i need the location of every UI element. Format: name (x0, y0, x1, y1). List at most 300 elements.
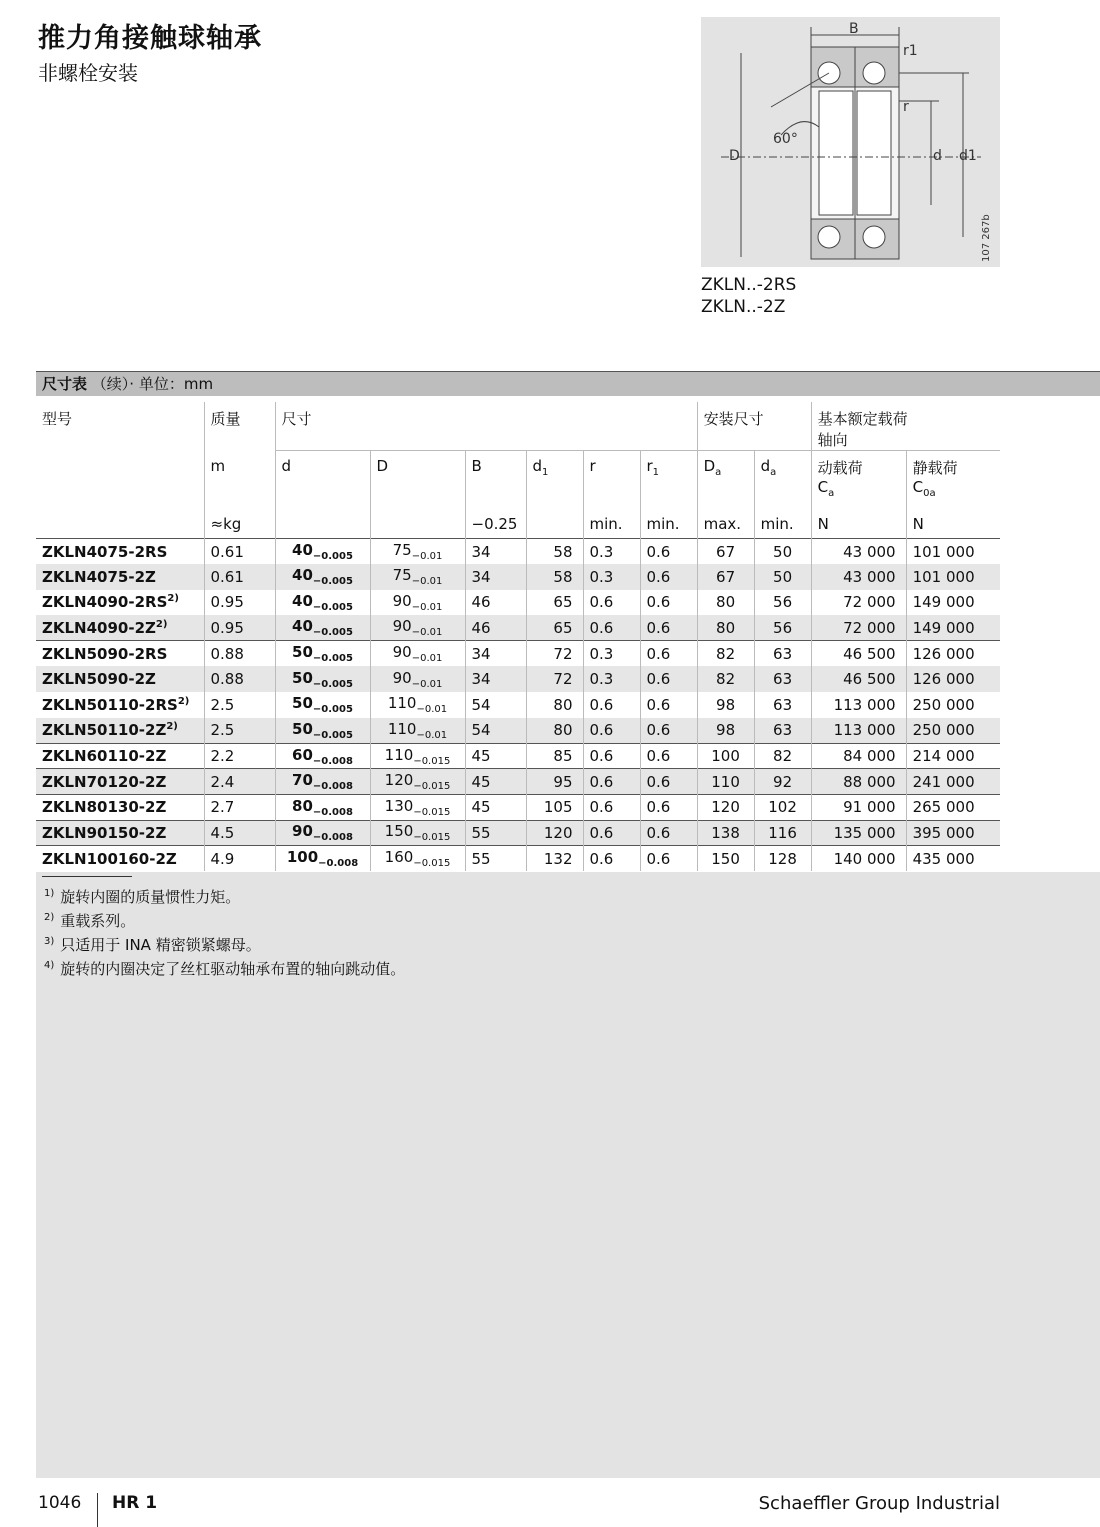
header-stat-label: 静载荷 (912, 459, 958, 477)
designation-footnote-mark: 2) (166, 721, 178, 733)
cell-Da: 98 (697, 692, 754, 718)
header-r1-sym: r (646, 457, 653, 475)
footnote-mark: 3) (44, 936, 55, 947)
table-caption-units: （续）· 单位：mm (91, 375, 214, 393)
table-row (36, 590, 1000, 616)
cell-B: 55 (465, 820, 526, 846)
d-value: 60 (292, 745, 313, 764)
cell-B: 34 (465, 539, 526, 565)
cell-B: 45 (465, 769, 526, 795)
cell-mass: 0.88 (204, 666, 275, 692)
d-value: 100 (286, 848, 319, 867)
cell-da: 116 (754, 820, 811, 846)
cell-B: 34 (465, 641, 526, 667)
cell-C0a: 149 000 (906, 590, 1000, 616)
cell-d1: 85 (526, 743, 583, 769)
unit-D (370, 511, 465, 539)
designation-text: ZKLN80130-2Z (42, 798, 167, 817)
cell-Da: 80 (697, 590, 754, 616)
cell-Da: 138 (697, 820, 754, 846)
D-tolerance: −0.015 (413, 806, 451, 818)
cell-d1: 72 (526, 641, 583, 667)
cell-Da: 80 (697, 615, 754, 641)
cell-mass: 0.88 (204, 641, 275, 667)
dim-label-D: D (729, 148, 740, 164)
cell-d1: 120 (526, 820, 583, 846)
cell-mass: 4.5 (204, 820, 275, 846)
header-d1-sym: d (532, 457, 543, 475)
d-value: 80 (292, 796, 313, 815)
bearing-cross-section-svg (701, 17, 1000, 267)
footnote-1 (44, 886, 240, 907)
cell-designation (36, 769, 204, 795)
header-axial: 轴向 (817, 431, 848, 449)
cell-C0a: 214 000 (906, 743, 1000, 769)
footnotes-area (36, 872, 1100, 1478)
cell-d (275, 718, 370, 744)
cell-C0a: 250 000 (906, 718, 1000, 744)
footnote-text: 只适用于 INA 精密锁紧螺母。 (60, 936, 261, 954)
cell-Ca: 72 000 (811, 590, 906, 616)
page-subtitle: 非螺栓安装 (38, 61, 138, 85)
footnote-3 (44, 934, 261, 955)
cell-D (370, 794, 465, 820)
d-tolerance: −0.005 (312, 704, 353, 716)
d-tolerance: −0.005 (312, 678, 353, 690)
cell-da: 56 (754, 615, 811, 641)
cell-D (370, 641, 465, 667)
cell-d1: 58 (526, 564, 583, 590)
designation-footnote-mark: 2) (167, 593, 179, 605)
table-row (36, 641, 1000, 667)
cell-da: 82 (754, 743, 811, 769)
cell-D (370, 692, 465, 718)
cell-Ca: 135 000 (811, 820, 906, 846)
footnote-text: 旋转的内圈决定了丝杠驱动轴承布置的轴向跳动值。 (60, 960, 406, 978)
cell-B: 45 (465, 743, 526, 769)
cell-da: 50 (754, 564, 811, 590)
cell-Da: 100 (697, 743, 754, 769)
cell-Da: 67 (697, 564, 754, 590)
footnote-2 (44, 910, 135, 931)
header-dyn-sym: C (817, 478, 829, 496)
cell-D (370, 590, 465, 616)
cell-B: 55 (465, 846, 526, 872)
D-value: 110 (387, 694, 417, 713)
bearing-drawing (701, 17, 1000, 267)
designation-text: ZKLN100160-2Z (42, 849, 177, 868)
header-r1 (640, 451, 697, 511)
cell-C0a: 435 000 (906, 846, 1000, 872)
d-tolerance: −0.005 (312, 601, 353, 613)
cell-d (275, 769, 370, 795)
cell-r1: 0.6 (640, 641, 697, 667)
designation-text: ZKLN5090-2Z (42, 670, 156, 689)
dim-label-r: r (903, 99, 909, 115)
header-stat-sub: 0a (923, 488, 936, 499)
cell-r: 0.6 (583, 692, 640, 718)
cell-Ca: 91 000 (811, 794, 906, 820)
cell-r1: 0.6 (640, 590, 697, 616)
D-value: 90 (392, 591, 412, 610)
footnote-rule (42, 876, 132, 877)
D-tolerance: −0.015 (413, 755, 451, 767)
cell-r: 0.6 (583, 769, 640, 795)
header-d: d (275, 451, 370, 511)
cell-C0a: 149 000 (906, 615, 1000, 641)
drawing-code: 107 267b (981, 214, 992, 262)
D-tolerance: −0.01 (411, 576, 443, 588)
cell-da: 128 (754, 846, 811, 872)
cell-designation (36, 846, 204, 872)
D-value: 75 (392, 566, 412, 585)
cell-d (275, 794, 370, 820)
cell-Ca: 43 000 (811, 539, 906, 565)
cell-d1: 80 (526, 718, 583, 744)
cell-C0a: 241 000 (906, 769, 1000, 795)
designation-footnote-mark: 2) (155, 618, 168, 630)
unit-B: −0.25 (465, 511, 526, 539)
cell-Da: 82 (697, 641, 754, 667)
designation-text: ZKLN4090-2RS (42, 593, 168, 612)
cell-B: 34 (465, 666, 526, 692)
page-title: 推力角接触球轴承 (38, 23, 262, 54)
cell-r: 0.6 (583, 820, 640, 846)
cell-da: 63 (754, 692, 811, 718)
footnote-mark: 1) (44, 888, 55, 899)
table-row (36, 615, 1000, 641)
designation-text: ZKLN4075-2RS (42, 542, 168, 561)
catalog-section: HR 1 (112, 1493, 158, 1513)
cell-da: 92 (754, 769, 811, 795)
D-tolerance: −0.015 (413, 832, 451, 844)
cell-d1: 95 (526, 769, 583, 795)
cell-C0a: 101 000 (906, 564, 1000, 590)
cell-designation (36, 743, 204, 769)
table-body (36, 539, 1000, 872)
cell-designation (36, 692, 204, 718)
cell-d (275, 820, 370, 846)
header-da-sub: a (770, 467, 777, 478)
cell-da: 102 (754, 794, 811, 820)
cell-d (275, 641, 370, 667)
cell-D (370, 769, 465, 795)
d-tolerance: −0.008 (312, 832, 353, 844)
D-tolerance: −0.01 (411, 551, 443, 563)
header-da (754, 451, 811, 511)
cell-r1: 0.6 (640, 769, 697, 795)
header-mass: 质量 (204, 402, 275, 451)
cell-designation (36, 820, 204, 846)
header-B: B (465, 451, 526, 511)
cell-r1: 0.6 (640, 846, 697, 872)
cell-designation (36, 718, 204, 744)
d-value: 50 (292, 719, 313, 738)
header-stat-sym: C (912, 478, 924, 496)
table-row (36, 743, 1000, 769)
header-designation: 型号 (36, 402, 204, 451)
table-caption (36, 371, 1100, 396)
designation-text: ZKLN50110-2RS (42, 695, 178, 714)
cell-r: 0.6 (583, 794, 640, 820)
D-tolerance: −0.01 (411, 678, 443, 690)
cell-B: 54 (465, 692, 526, 718)
dimension-table (36, 402, 1000, 871)
d-tolerance: −0.005 (312, 576, 353, 588)
dim-label-B: B (849, 21, 859, 37)
designation-text: ZKLN90150-2Z (42, 823, 167, 842)
D-tolerance: −0.01 (411, 601, 443, 613)
d-value: 50 (292, 643, 313, 662)
cell-r1: 0.6 (640, 564, 697, 590)
cell-mass: 2.5 (204, 718, 275, 744)
header-D: D (370, 451, 465, 511)
cell-d (275, 743, 370, 769)
cell-mass: 4.9 (204, 846, 275, 872)
dim-label-r1: r1 (903, 43, 918, 59)
cell-B: 34 (465, 564, 526, 590)
cell-C0a: 265 000 (906, 794, 1000, 820)
header-dyn-sub: a (828, 488, 835, 499)
cell-designation (36, 794, 204, 820)
D-value: 90 (392, 617, 412, 636)
cell-d1: 80 (526, 692, 583, 718)
cell-D (370, 666, 465, 692)
cell-d1: 65 (526, 590, 583, 616)
d-tolerance: −0.005 (312, 627, 353, 639)
cell-D (370, 718, 465, 744)
cell-d (275, 666, 370, 692)
header-designation-spacer (36, 451, 204, 511)
header-dyn-label: 动载荷 (817, 459, 863, 477)
cell-r: 0.3 (583, 666, 640, 692)
figure-caption-2z: ZKLN..-2Z (701, 297, 786, 317)
header-d1 (526, 451, 583, 511)
D-value: 130 (384, 796, 414, 815)
cell-d (275, 846, 370, 872)
cell-D (370, 846, 465, 872)
cell-Ca: 88 000 (811, 769, 906, 795)
cell-Da: 67 (697, 539, 754, 565)
page-number: 1046 (38, 1493, 82, 1513)
table-row (36, 794, 1000, 820)
footnote-mark: 4) (44, 960, 55, 971)
d-value: 40 (292, 566, 313, 585)
d-tolerance: −0.008 (312, 755, 353, 767)
header-r1-sub: 1 (652, 467, 660, 478)
footnote-mark: 2) (44, 912, 55, 923)
d-tolerance: −0.005 (312, 653, 353, 665)
cell-C0a: 126 000 (906, 666, 1000, 692)
cell-D (370, 615, 465, 641)
cell-mass: 2.4 (204, 769, 275, 795)
unit-da: min. (754, 511, 811, 539)
cell-designation (36, 564, 204, 590)
designation-text: ZKLN4090-2Z (42, 618, 156, 637)
cell-Da: 120 (697, 794, 754, 820)
d-value: 90 (292, 822, 313, 841)
table-row (36, 718, 1000, 744)
cell-r1: 0.6 (640, 794, 697, 820)
cell-mass: 2.5 (204, 692, 275, 718)
D-tolerance: −0.015 (413, 858, 451, 870)
designation-text: ZKLN4075-2Z (42, 567, 156, 586)
unit-C0a: N (906, 511, 1000, 539)
cell-r1: 0.6 (640, 615, 697, 641)
cell-da: 63 (754, 666, 811, 692)
table-row (36, 769, 1000, 795)
cell-Ca: 46 500 (811, 641, 906, 667)
cell-designation (36, 641, 204, 667)
header-static-load (906, 451, 1000, 511)
cell-Da: 98 (697, 718, 754, 744)
cell-Da: 82 (697, 666, 754, 692)
D-value: 110 (387, 719, 417, 738)
cell-Ca: 113 000 (811, 692, 906, 718)
cell-designation (36, 615, 204, 641)
D-tolerance: −0.01 (416, 704, 448, 716)
cell-C0a: 250 000 (906, 692, 1000, 718)
header-dynamic-load (811, 451, 906, 511)
cell-r: 0.6 (583, 615, 640, 641)
cell-Ca: 84 000 (811, 743, 906, 769)
D-value: 120 (384, 771, 414, 790)
cell-r1: 0.6 (640, 718, 697, 744)
designation-text: ZKLN50110-2Z (42, 721, 167, 740)
cell-r1: 0.6 (640, 666, 697, 692)
cell-d1: 132 (526, 846, 583, 872)
cell-mass: 0.95 (204, 615, 275, 641)
designation-text: ZKLN70120-2Z (42, 772, 167, 791)
cell-da: 63 (754, 718, 811, 744)
cell-D (370, 820, 465, 846)
D-value: 110 (384, 745, 414, 764)
header-Da (697, 451, 754, 511)
cell-da: 50 (754, 539, 811, 565)
cell-da: 63 (754, 641, 811, 667)
cell-r1: 0.6 (640, 820, 697, 846)
table-row (36, 820, 1000, 846)
cell-mass: 0.61 (204, 539, 275, 565)
cell-r: 0.6 (583, 846, 640, 872)
unit-Ca: N (811, 511, 906, 539)
cell-mass: 2.7 (204, 794, 275, 820)
unit-r1: min. (640, 511, 697, 539)
footer-divider (97, 1493, 98, 1527)
D-tolerance: −0.015 (413, 781, 451, 793)
figure-caption-2rs: ZKLN..-2RS (701, 275, 797, 295)
cell-Da: 110 (697, 769, 754, 795)
table-row (36, 666, 1000, 692)
cell-d1: 105 (526, 794, 583, 820)
header-mounting: 安装尺寸 (697, 402, 811, 451)
dim-label-d1: d1 (959, 148, 977, 164)
header-Da-sym: D (703, 457, 716, 475)
header-load-ratings-label: 基本额定载荷 (817, 410, 908, 428)
cell-r1: 0.6 (640, 743, 697, 769)
d-value: 50 (292, 694, 313, 713)
cell-Ca: 113 000 (811, 718, 906, 744)
cell-r1: 0.6 (640, 539, 697, 565)
table-row (36, 846, 1000, 872)
d-tolerance: −0.005 (312, 729, 353, 741)
cell-d (275, 615, 370, 641)
unit-d (275, 511, 370, 539)
D-value: 90 (392, 668, 412, 687)
header-m: m (204, 451, 275, 511)
cell-r: 0.6 (583, 718, 640, 744)
cell-Ca: 72 000 (811, 615, 906, 641)
cell-d (275, 590, 370, 616)
cell-B: 46 (465, 615, 526, 641)
cell-r: 0.3 (583, 564, 640, 590)
cell-d (275, 539, 370, 565)
d-tolerance: −0.005 (312, 551, 353, 563)
header-load-ratings (811, 402, 1000, 451)
d-tolerance: −0.008 (318, 858, 359, 870)
header-d1-sub: 1 (542, 467, 549, 478)
table-row (36, 539, 1000, 565)
unit-Da: max. (697, 511, 754, 539)
header-da-sym: d (760, 457, 771, 475)
dim-label-d: d (933, 148, 942, 164)
designation-text: ZKLN60110-2Z (42, 747, 167, 766)
cell-r: 0.6 (583, 743, 640, 769)
header-r: r (583, 451, 640, 511)
dim-label-angle: 60° (773, 131, 798, 147)
header-Da-sub: a (715, 467, 722, 478)
cell-B: 46 (465, 590, 526, 616)
d-value: 40 (292, 591, 313, 610)
cell-mass: 0.61 (204, 564, 275, 590)
cell-Ca: 140 000 (811, 846, 906, 872)
cell-C0a: 101 000 (906, 539, 1000, 565)
D-value: 160 (384, 848, 414, 867)
D-value: 90 (392, 643, 412, 662)
cell-da: 56 (754, 590, 811, 616)
d-tolerance: −0.008 (312, 806, 353, 818)
cell-designation (36, 666, 204, 692)
cell-D (370, 743, 465, 769)
designation-footnote-mark: 2) (177, 695, 190, 707)
cell-B: 54 (465, 718, 526, 744)
cell-B: 45 (465, 794, 526, 820)
cell-d (275, 564, 370, 590)
unit-designation (36, 511, 204, 539)
cell-mass: 2.2 (204, 743, 275, 769)
D-tolerance: −0.01 (416, 729, 448, 741)
header-dimensions: 尺寸 (275, 402, 697, 451)
cell-r: 0.3 (583, 539, 640, 565)
cell-d1: 72 (526, 666, 583, 692)
cell-D (370, 564, 465, 590)
cell-r1: 0.6 (640, 692, 697, 718)
table-caption-title: 尺寸表 (42, 375, 88, 393)
cell-designation (36, 590, 204, 616)
unit-mass: ≈kg (204, 511, 275, 539)
d-value: 40 (292, 541, 313, 560)
cell-designation (36, 539, 204, 565)
D-value: 150 (384, 822, 414, 841)
D-value: 75 (392, 541, 412, 560)
table-row (36, 692, 1000, 718)
footnote-text: 重载系列。 (60, 912, 136, 930)
brand-name: Schaeffler Group Industrial (758, 1493, 1000, 1514)
unit-r: min. (583, 511, 640, 539)
cell-d1: 65 (526, 615, 583, 641)
footnote-4 (44, 958, 405, 979)
cell-d1: 58 (526, 539, 583, 565)
